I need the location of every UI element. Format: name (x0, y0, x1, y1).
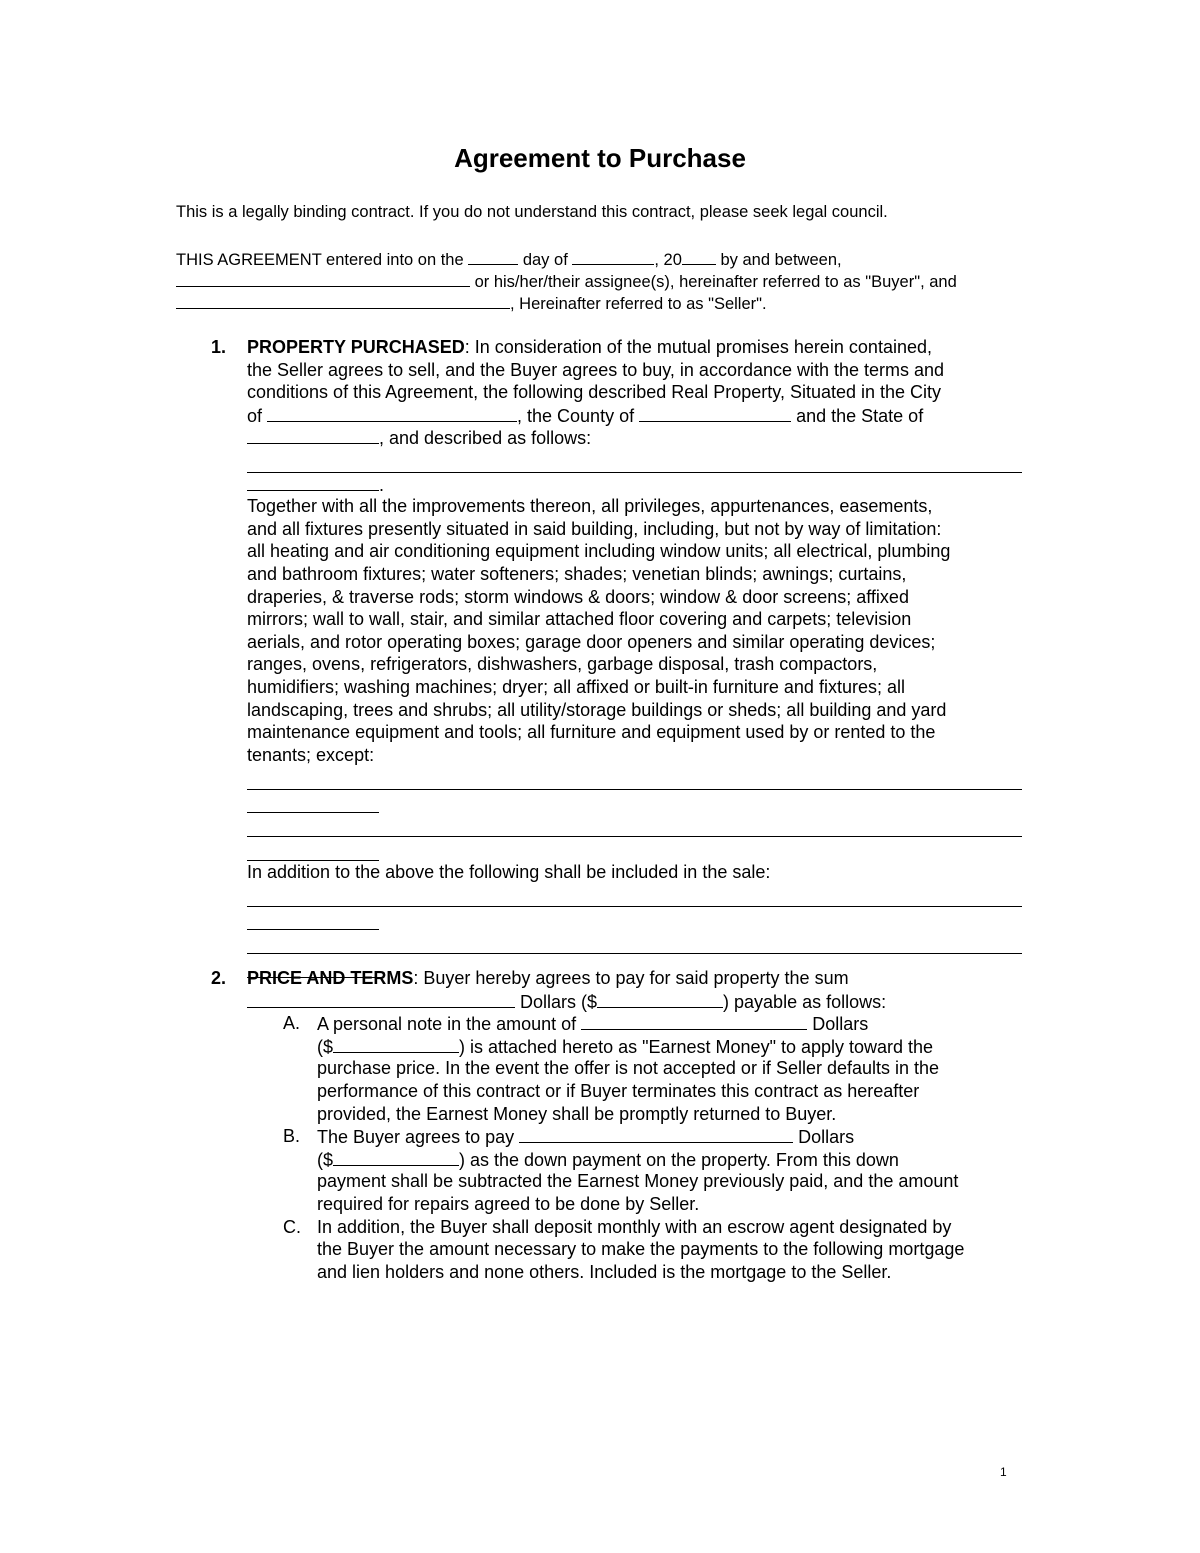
body-text: : Buyer hereby agrees to pay for said property the sum (413, 968, 849, 988)
body-text: and the State of (791, 405, 924, 426)
body-text: performance of this contract or if Buyer terminates this contract as hereafter (317, 1080, 920, 1101)
body-text: Dollars ($ (515, 991, 598, 1012)
intro-text: by and between, (715, 251, 842, 269)
improvements-text: draperies, & traverse rods; storm windows & doors; window & door screens; affixed (247, 586, 909, 607)
body-text: the Buyer the amount necessary to make the payments to the following mortgage (317, 1239, 965, 1260)
body-text: , the County of (517, 405, 640, 426)
improvements-text: Together with all the improvements thereon, all privileges, appurtenances, easements, (247, 496, 933, 517)
item-letter: A. (283, 1013, 301, 1034)
body-text: ) as the down payment on the property. From this down (459, 1149, 899, 1170)
intro-text: , 20 (654, 251, 682, 269)
section-number: 1. (211, 337, 227, 357)
intro-text: or his/her/their assignee(s), hereinafter referred to as "Buyer", and (470, 273, 957, 291)
down-payment-amount-blank[interactable] (333, 1148, 459, 1166)
improvements-text: maintenance equipment and tools; all furniture and equipment used by or rented to the (247, 722, 936, 743)
intro-line-1 (176, 247, 1036, 269)
description-blank-end[interactable] (247, 473, 379, 491)
section-heading: PRICE AND TERMS (247, 968, 414, 988)
note-amount-blank[interactable] (333, 1035, 459, 1053)
body-text: Dollars (793, 1127, 855, 1148)
term-item-b (247, 1125, 1027, 1215)
improvements-text: landscaping, trees and shrubs; all utility/storage buildings or sheds; all building and yard (247, 699, 947, 720)
improvements-text: and bathroom fixtures; water softeners; shades; venetian blinds; awnings; curtains, (247, 563, 907, 584)
improvements-text: and all fixtures presently situated in said building, including, but not by way of limitation: (247, 518, 942, 539)
body-text: of (247, 405, 268, 426)
legal-notice: This is a legally binding contract. If you do not understand this contract, please seek legal council. (176, 203, 888, 221)
year-blank[interactable] (682, 247, 716, 265)
body-text: ($ (317, 1036, 334, 1057)
section-heading: PROPERTY PURCHASED (247, 337, 465, 357)
improvements-text: all heating and air conditioning equipment including window units; all electrical, plumbing (247, 541, 951, 562)
down-payment-words-blank[interactable] (519, 1125, 793, 1143)
body-text: : In consideration of the mutual promises herein contained, (464, 337, 932, 357)
section-property-purchased (211, 336, 1027, 978)
body-text: The Buyer agrees to pay (317, 1127, 520, 1148)
body-text: and lien holders and none others. Included is the mortgage to the Seller. (317, 1261, 892, 1282)
included-items-blank-line[interactable] (247, 930, 1022, 954)
page-number: 1 (1000, 1465, 1007, 1479)
body-text: Dollars (807, 1014, 869, 1035)
month-blank[interactable] (572, 247, 654, 265)
intro-line-2 (176, 269, 1036, 291)
body-text: In addition, the Buyer shall deposit monthly with an escrow agent designated by (317, 1216, 952, 1237)
improvements-text: tenants; except: (247, 744, 375, 765)
term-item-c (247, 1216, 1027, 1284)
buyer-name-blank[interactable] (176, 269, 470, 287)
seller-name-blank[interactable] (176, 291, 510, 309)
body-text: . (379, 474, 385, 495)
body-text: , and described as follows: (379, 428, 592, 449)
document-title: Agreement to Purchase (454, 143, 746, 173)
exceptions-blank-line[interactable] (247, 766, 1022, 790)
intro-text: day of (518, 251, 573, 269)
addition-text: In addition to the above the following shall be included in the sale: (247, 861, 771, 882)
exceptions-blank-line[interactable] (247, 837, 379, 861)
improvements-text: aerials, and rotor operating boxes; garage door openers and similar operating devices; (247, 631, 936, 652)
body-text: ) is attached hereto as "Earnest Money" to apply toward the (459, 1036, 934, 1057)
term-item-a (247, 1012, 1027, 1125)
body-text: the Seller agrees to sell, and the Buyer agrees to buy, in accordance with the terms and (247, 359, 945, 380)
exceptions-blank-line[interactable] (247, 790, 379, 814)
city-blank[interactable] (267, 404, 517, 422)
section-price-and-terms (211, 967, 1027, 1283)
included-items-blank-line[interactable] (247, 883, 1022, 907)
body-text: conditions of this Agreement, the following described Real Property, Situated in the City (247, 382, 942, 403)
item-letter: B. (283, 1126, 301, 1147)
intro-paragraph (176, 247, 1036, 313)
description-blank-line[interactable] (247, 449, 1022, 473)
note-amount-words-blank[interactable] (581, 1012, 807, 1030)
body-text: purchase price. In the event the offer is not accepted or if Seller defaults in the (317, 1058, 940, 1079)
intro-text: THIS AGREEMENT entered into on the (176, 251, 469, 269)
improvements-text: humidifiers; washing machines; dryer; all affixed or built-in furniture and fixtures; all (247, 676, 905, 697)
body-text: ) payable as follows: (723, 991, 887, 1012)
section-number: 2. (211, 968, 227, 988)
body-text: payment shall be subtracted the Earnest Money previously paid, and the amount (317, 1171, 959, 1192)
body-text: provided, the Earnest Money shall be promptly returned to Buyer. (317, 1103, 837, 1124)
intro-line-3 (176, 291, 1036, 313)
body-text: required for repairs agreed to be done by Seller. (317, 1193, 700, 1214)
day-blank[interactable] (468, 247, 518, 265)
price-amount-blank[interactable] (597, 990, 723, 1008)
body-text: ($ (317, 1149, 334, 1170)
improvements-text: ranges, ovens, refrigerators, dishwashers, garbage disposal, trash compactors, (247, 654, 878, 675)
included-items-blank-line[interactable] (247, 907, 379, 931)
state-blank[interactable] (247, 426, 379, 444)
intro-text: , Hereinafter referred to as "Seller". (510, 295, 767, 313)
price-words-blank[interactable] (247, 990, 515, 1008)
item-letter: C. (283, 1216, 301, 1237)
body-text: A personal note in the amount of (317, 1014, 582, 1035)
improvements-text: mirrors; wall to wall, stair, and similar attached floor covering and carpets; television (247, 609, 912, 630)
county-blank[interactable] (639, 404, 791, 422)
exceptions-blank-line[interactable] (247, 813, 1022, 837)
